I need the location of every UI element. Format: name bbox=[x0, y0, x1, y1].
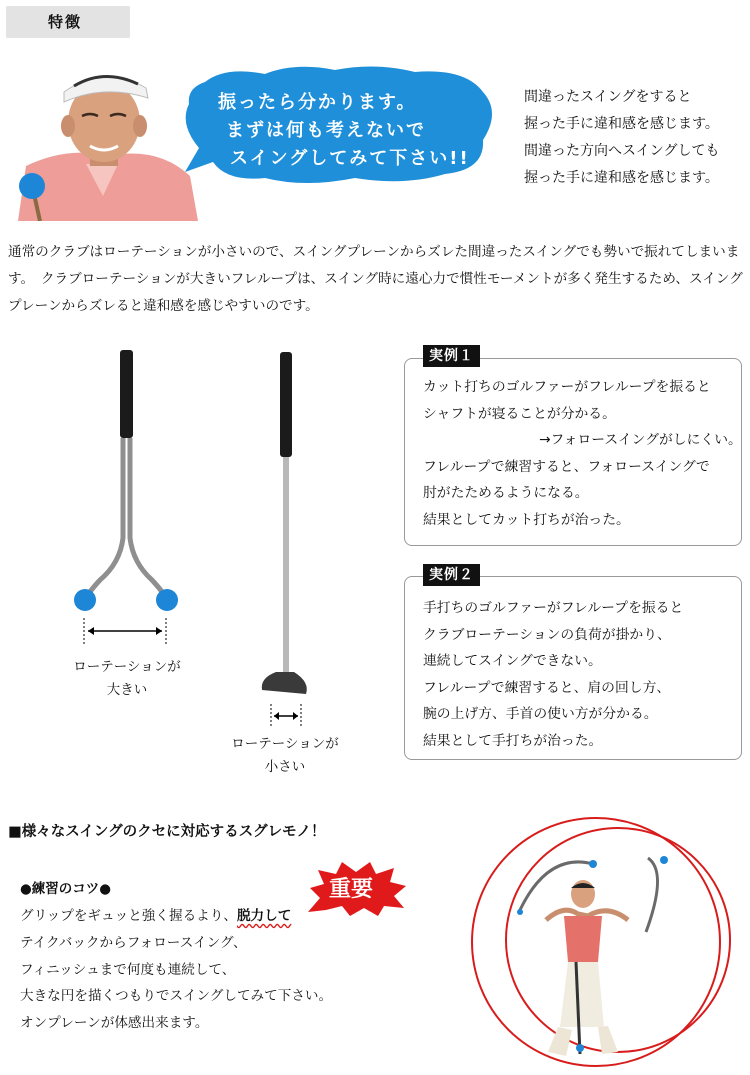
case-line: シャフトが寝ることが分かる。 bbox=[423, 405, 616, 422]
caption-large-rotation bbox=[52, 656, 202, 702]
side-note-line: 握った手に違和感を感じます。 bbox=[524, 170, 719, 186]
caption-line: ローテーションが bbox=[231, 736, 339, 752]
case-line: 連続してスイングできない。 bbox=[423, 653, 602, 670]
tips-line-start: グリップをギュッと強く握るより、 bbox=[20, 908, 237, 924]
case-line: カット打ちのゴルファーがフレループを振ると bbox=[423, 379, 711, 395]
section-tab-label: 特徴 bbox=[48, 13, 83, 31]
caption-line: 大きい bbox=[106, 682, 148, 698]
case-box-1 bbox=[404, 348, 742, 546]
tips-line bbox=[20, 903, 332, 930]
fureloop-club-illustration bbox=[60, 348, 200, 648]
case-line: フレループで練習すると、肩の回し方、 bbox=[423, 679, 671, 696]
section-title: ■様々なスイングのクセに対応するスグレモノ！ bbox=[8, 824, 326, 840]
speech-line: スイングしてみて下さい!! bbox=[230, 148, 470, 169]
tips-text bbox=[20, 903, 332, 1037]
tips-title: ●練習のコツ● bbox=[20, 881, 112, 897]
case-line: クラブローテーションの負荷が掛かり、 bbox=[423, 626, 671, 643]
case-text-2 bbox=[423, 595, 683, 755]
case-line: フレループで練習すると、フォロースイングで bbox=[423, 458, 710, 475]
case-line: →フォロースイングがしにくい。 bbox=[539, 432, 742, 449]
case-line: 腕の上げ方、手首の使い方が分かる。 bbox=[423, 706, 658, 723]
speech-line: まずは何も考えないで bbox=[226, 120, 426, 141]
tips-line: テイクバックからフォロースイング、 bbox=[20, 934, 247, 951]
case-text-1 bbox=[423, 374, 742, 534]
tips-line: フィニッシュまで何度も連続して、 bbox=[20, 961, 236, 978]
side-note-line: 握った手に違和感を感じます。 bbox=[524, 116, 719, 132]
case-tag-2: 実例２ bbox=[423, 564, 480, 586]
caption-line: 小さい bbox=[264, 759, 306, 775]
tips-line: オンプレーンが体感出来ます。 bbox=[20, 1015, 209, 1032]
intro-paragraph: 通常のクラブはローテーションが小さいので、スイングプレーンからズレた間違ったスイングでも勢いで振れてしまいます。 クラブローテーションが大きいフレループは、スイング時に遠心力で慣性モーメントが多く発生するため、スイングプレーンからズレると違和感を感じやすいのです。 bbox=[8, 244, 743, 314]
case-line: 手打ちのゴルファーがフレループを振ると bbox=[423, 600, 684, 616]
emphasis-text: 脱力して bbox=[236, 908, 292, 924]
case-line: 結果としてカット打ちが治った。 bbox=[423, 511, 630, 528]
caption-small-rotation bbox=[210, 733, 360, 779]
caption-line: ローテーションが bbox=[73, 659, 181, 675]
speech-line: 振ったら分かります。 bbox=[218, 92, 417, 113]
normal-club-illustration bbox=[250, 350, 330, 730]
section-tab-feature bbox=[6, 6, 130, 38]
case-tag-1: 実例１ bbox=[423, 345, 480, 367]
side-note-line: 間違ったスイングをすると bbox=[524, 89, 692, 105]
swing-circle-illustration bbox=[468, 812, 748, 1074]
speech-text bbox=[218, 89, 468, 173]
tips-line: 大きな円を描くつもりでスイングしてみて下さい。 bbox=[20, 988, 333, 1005]
case-line: 肘がたためるようになる。 bbox=[423, 485, 589, 502]
case-box-2 bbox=[404, 567, 742, 760]
side-note-line: 間違った方向へスイングしても bbox=[524, 143, 720, 159]
important-badge-label: 重要 bbox=[329, 877, 374, 902]
case-line: 結果として手打ちが治った。 bbox=[423, 732, 603, 749]
side-note bbox=[524, 84, 719, 192]
